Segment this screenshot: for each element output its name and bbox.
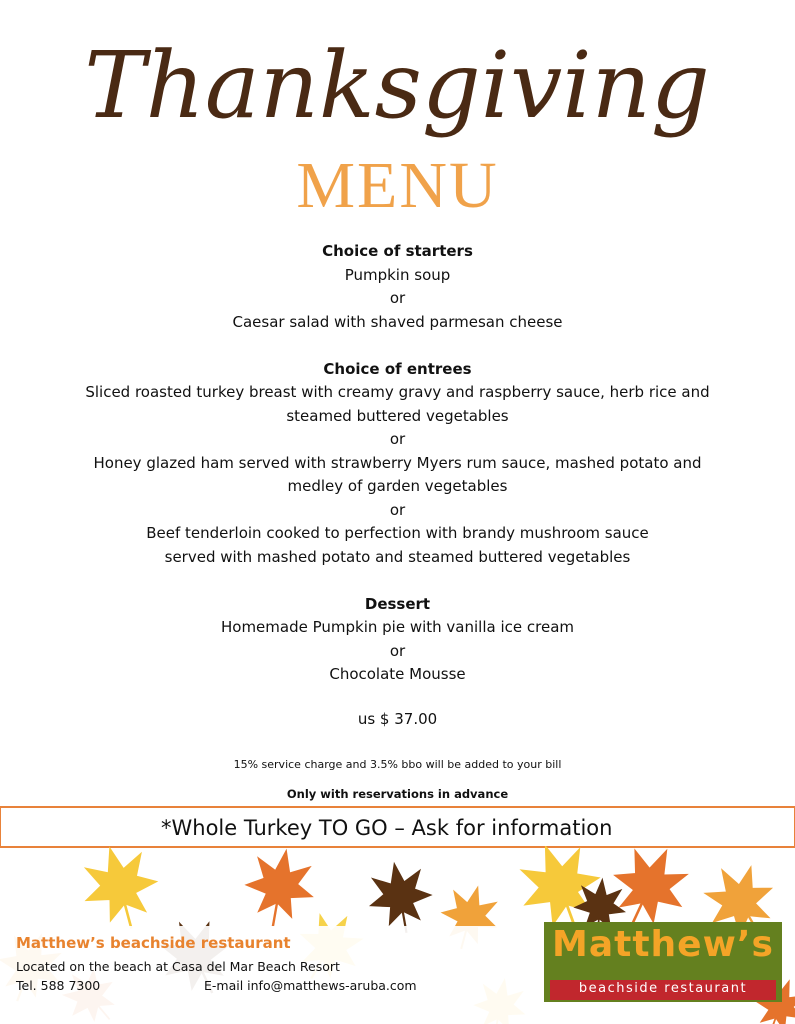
entree-option-line: steamed buttered vegetables [286, 406, 509, 425]
restaurant-phone: Tel. 588 7300 [16, 978, 101, 993]
dessert-option: Chocolate Mousse [329, 665, 466, 683]
logo-tagline: beachside restaurant [578, 981, 748, 996]
reservation-note: Only with reservations in advance [286, 787, 509, 801]
restaurant-address: Located on the beach at Casa del Mar Beach Resort [16, 959, 340, 974]
matthews-logo [544, 922, 782, 1002]
entree-option-line: Honey glazed ham served with strawberry Myers rum sauce, mashed potato and [93, 453, 702, 472]
dessert-option: Homemade Pumpkin pie with vanilla ice cream [220, 618, 574, 636]
or-separator: or [389, 289, 406, 307]
or-separator: or [389, 641, 406, 660]
menu-price: us $ 37.00 [357, 710, 438, 728]
or-separator: or [389, 430, 406, 448]
or-separator: or [389, 500, 406, 519]
entree-option-line: Sliced roasted turkey breast with creamy gravy and raspberry sauce, herb rice and [85, 383, 710, 401]
starter-option: Caesar salad with shaved parmesan cheese [232, 312, 563, 331]
entree-option-line: medley of garden vegetables [287, 477, 508, 495]
dessert-heading: Dessert [364, 594, 431, 613]
entrees-heading: Choice of entrees [323, 359, 472, 378]
leaf-icon [75, 846, 167, 938]
turkey-to-go-text: *Whole Turkey TO GO – Ask for information [161, 816, 613, 840]
thanksgiving-title-text: Thanksgiving [84, 32, 710, 139]
menu-title: MENU [296, 149, 499, 222]
entree-option-line: Beef tenderloin cooked to perfection with brandy mushroom sauce [146, 524, 649, 542]
turkey-to-go-banner [0, 806, 795, 848]
contact-card [0, 926, 540, 1024]
logo-tagline-strip [550, 980, 776, 1000]
menu-body [40, 240, 755, 687]
starter-option: Pumpkin soup [344, 265, 451, 284]
restaurant-email: E-mail info@matthews-aruba.com [204, 978, 417, 993]
entree-option-line: served with mashed potato and steamed buttered vegetables [164, 547, 631, 566]
restaurant-name: Matthew’s beachside restaurant [16, 934, 291, 952]
service-charge-note: 15% service charge and 3.5% bbo will be added to your bill [233, 758, 562, 771]
starters-heading: Choice of starters [322, 242, 473, 260]
leaf-icon [240, 846, 320, 932]
logo-name: Matthew’s [552, 924, 774, 965]
thanksgiving-script-title [0, 12, 795, 162]
